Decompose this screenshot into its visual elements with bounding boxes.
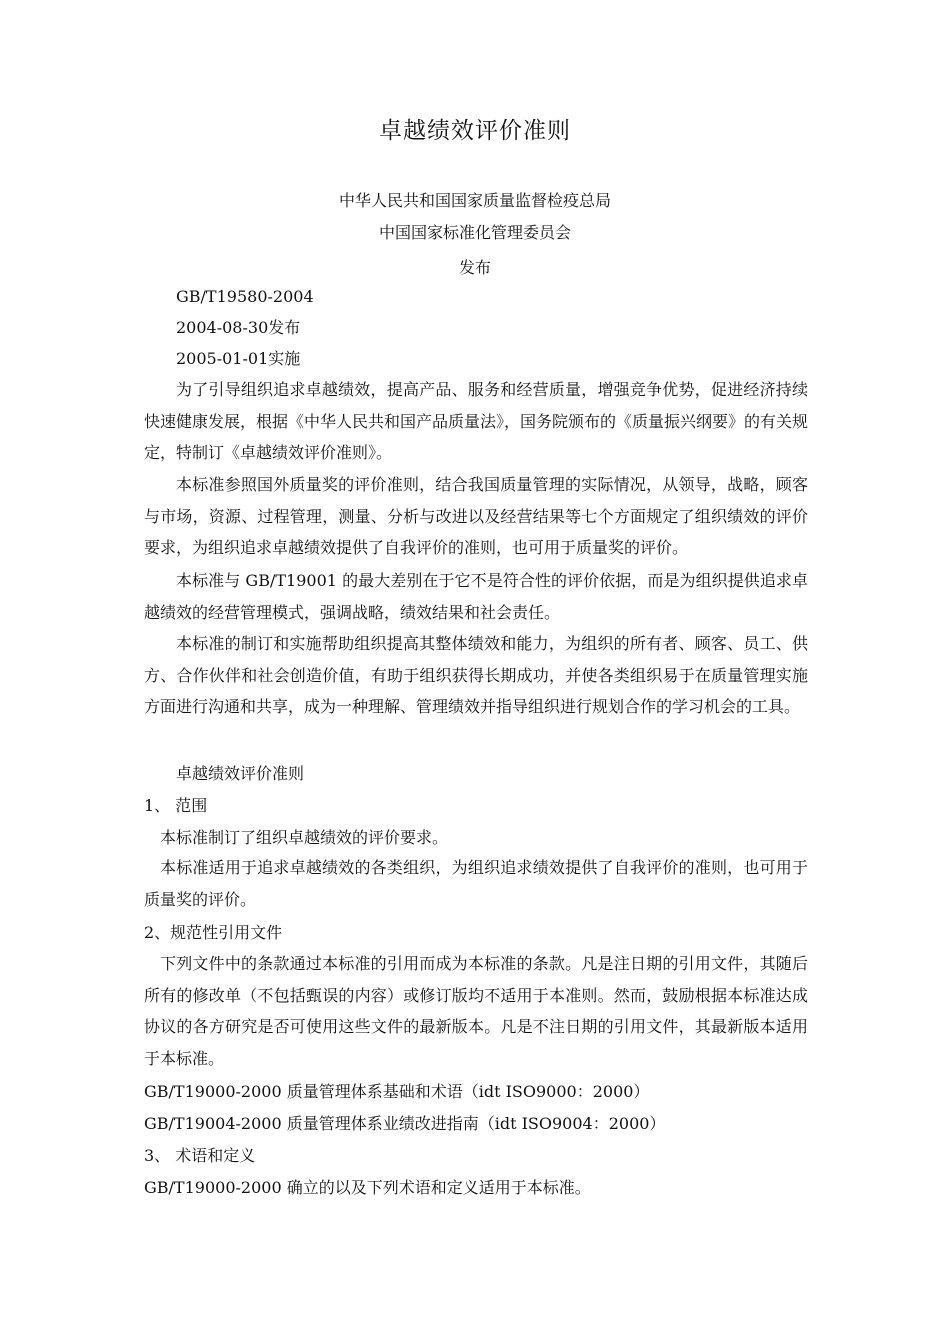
- publisher-1: 中华人民共和国国家质量监督检疫总局: [338, 191, 611, 210]
- reference-2: GB/T19004-2000 质量管理体系业绩改进指南（idt ISO9004：2000）: [144, 1114, 666, 1133]
- document-title: 卓越绩效评价准则: [379, 118, 571, 144]
- reference-1: GB/T19000-2000 质量管理体系基础和术语（idt ISO9000：2000）: [144, 1082, 650, 1101]
- intro-paragraph-1: 为了引导组织追求卓越绩效，提高产品、服务和经营质量，增强竞争优势，促进经济持续快速健康发展，根据《中华人民共和国产品质量法》，国务院颁布的《质量振兴纲要》的有关规定，特制订《卓越绩效评价准则》。: [144, 380, 809, 462]
- intro-paragraph-2: 本标准参照国外质量奖的评价准则，结合我国质量管理的实际情况，从领导，战略，顾客与市场，资源、过程管理，测量、分析与改进以及经营结果等七个方面规定了组织绩效的评价要求，为组织追求卓越绩效提供了自我评价的准则，也可用于质量奖的评价。: [144, 475, 808, 557]
- publish-date: 2004-08-30发布: [176, 318, 301, 337]
- section-1-paragraph-1: 本标准制订了组织卓越绩效的评价要求。: [160, 828, 449, 847]
- section-subtitle: 卓越绩效评价准则: [176, 764, 305, 783]
- standard-number: GB/T19580-2004: [176, 287, 314, 306]
- section-2-heading: 2、规范性引用文件: [144, 923, 283, 942]
- section-3-paragraph-1: GB/T19000-2000 确立的以及下列术语和定义适用于本标准。: [144, 1178, 591, 1197]
- section-1-paragraph-2: 本标准适用于追求卓越绩效的各类组织，为组织追求绩效提供了自我评价的准则，也可用于质量奖的评价。: [144, 858, 808, 909]
- section-3-heading: 3、 术语和定义: [144, 1146, 256, 1165]
- intro-paragraph-4: 本标准的制订和实施帮助组织提高其整体绩效和能力，为组织的所有者、顾客、员工、供方、合作伙伴和社会创造价值，有助于组织获得长期成功，并使各类组织易于在质量管理实施方面进行沟通和共享，成为一种理解、管理绩效并指导组织进行规划合作的学习机会的工具。: [144, 634, 808, 716]
- publisher-2: 中国国家标准化管理委员会: [378, 223, 571, 242]
- publish-word: 发布: [458, 258, 491, 277]
- section-1-heading: 1、 范围: [144, 796, 208, 815]
- intro-paragraph-3: 本标准与 GB/T19001 的最大差别在于它不是符合性的评价依据，而是为组织提供追求卓越绩效的经营管理模式，强调战略，绩效结果和社会责任。: [144, 571, 808, 622]
- section-2-paragraph-1: 下列文件中的条款通过本标准的引用而成为本标准的条款。凡是注日期的引用文件，其随后所有的修改单（不包括甄误的内容）或修订版均不适用于本准则。然而，鼓励根据本标准达成协议的各方研究是否可使用这些文件的最新版本。凡是不注日期的引用文件，其最新版本适用于本标准。: [144, 954, 808, 1068]
- effective-date: 2005-01-01实施: [176, 349, 301, 368]
